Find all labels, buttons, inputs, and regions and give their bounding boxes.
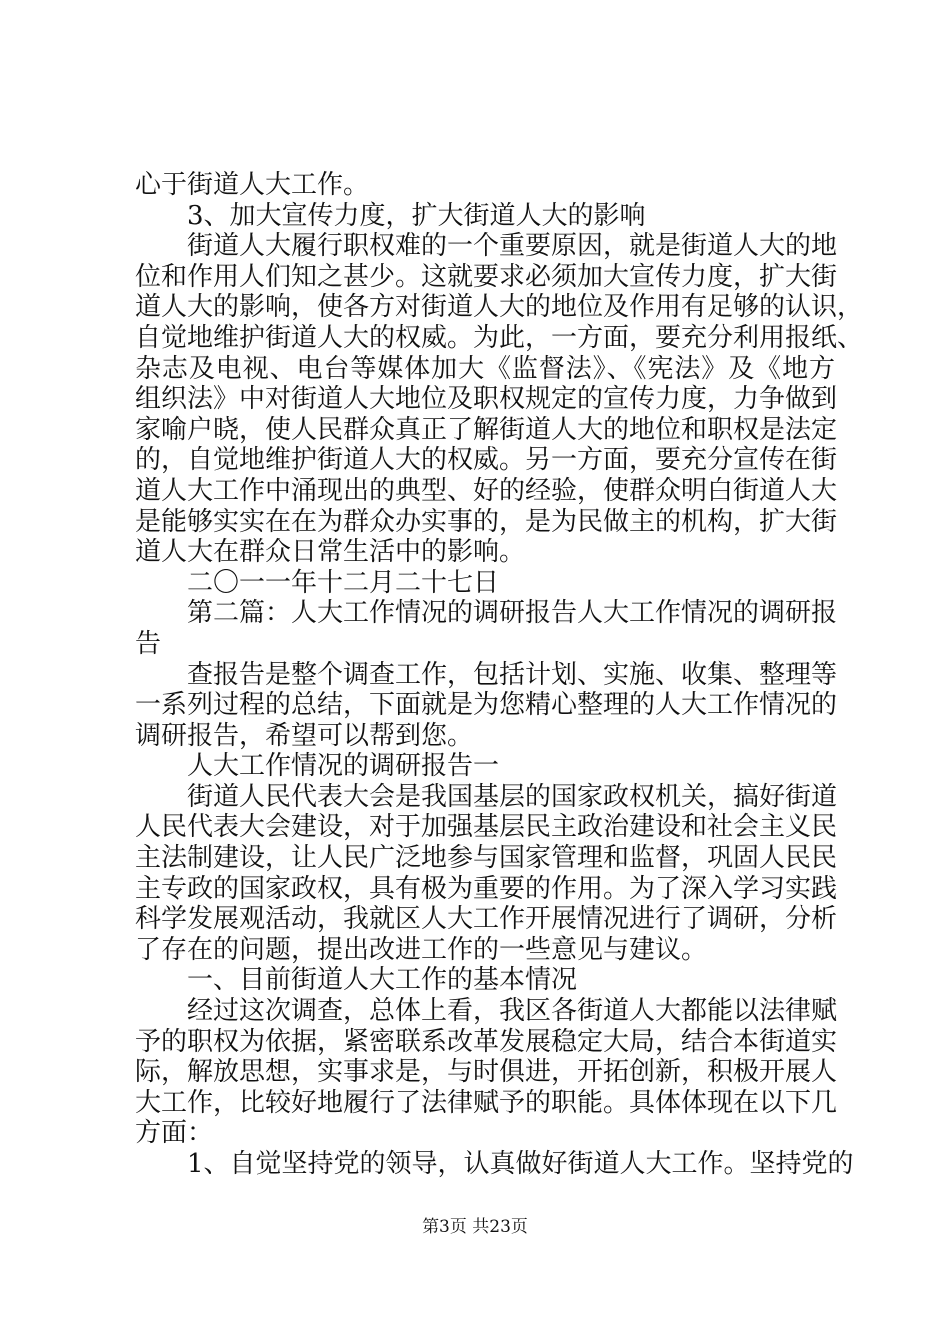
chapter-title: 第二篇：人大工作情况的调研报告人大工作情况的调研报: [187, 598, 838, 629]
text-line: 经过这次调查，总体上看，我区各街道人大都能以法律赋: [187, 996, 838, 1027]
text-line: 心于街道人大工作。: [135, 170, 370, 200]
report-subtitle: 人大工作情况的调研报告一: [187, 751, 500, 782]
text-line: 主专政的国家政权，具有极为重要的作用。为了深入学习实践: [135, 873, 838, 904]
text-line: 主法制建设，让人民广泛地参与国家管理和监督，巩固人民民: [135, 843, 838, 874]
text-line: 位和作用人们知之甚少。这就要求必须加大宣传力度，扩大街: [135, 261, 838, 292]
page-footer: [0, 1212, 950, 1237]
document-body: [135, 170, 864, 1180]
text-line: 街道人大履行职权难的一个重要原因，就是街道人大的地: [187, 231, 838, 262]
section-heading: 一、目前街道人大工作的基本情况: [187, 965, 578, 996]
text-line: 人民代表大会建设，对于加强基层民主政治建设和社会主义民: [135, 812, 838, 843]
text-line: 了存在的问题，提出改进工作的一些意见与建议。: [135, 934, 708, 965]
text-line: 际，解放思想，实事求是，与时俱进，开拓创新，积极开展人: [135, 1057, 838, 1088]
text-line: 一系列过程的总结，下面就是为您精心整理的人大工作情况的: [135, 690, 838, 721]
text-line: 方面：: [135, 1118, 214, 1149]
date-line: 二〇一一年十二月二十七日: [187, 567, 500, 598]
text-line: 调研报告，希望可以帮到您。: [135, 720, 474, 751]
section-heading: 3、加大宣传力度，扩大街道人大的影响: [187, 200, 646, 231]
text-line: 查报告是整个调查工作，包括计划、实施、收集、整理等: [187, 659, 838, 690]
text-line: 组织法》中对街道人大地位及职权规定的宣传力度，力争做到: [135, 384, 838, 415]
text-line: 家喻户晓，使人民群众真正了解街道人大的地位和职权是法定: [135, 414, 838, 445]
text-line: 道人大工作中涌现出的典型、好的经验，使群众明白街道人大: [135, 475, 838, 506]
text-line: 道人大的影响，使各方对街道人大的地位及作用有足够的认识，: [135, 292, 864, 323]
text-line: 的，自觉地维护街道人大的权威。另一方面，要充分宣传在街: [135, 445, 838, 476]
text-line: 科学发展观活动，我就区人大工作开展情况进行了调研，分析: [135, 904, 838, 935]
page-number: 第3页 共23页: [422, 1217, 528, 1237]
text-line: 1、自觉坚持党的领导，认真做好街道人大工作。坚持党的: [187, 1149, 854, 1179]
text-line: 自觉地维护街道人大的权威。为此，一方面，要充分利用报纸、: [135, 322, 864, 353]
chapter-title-continued: 告: [135, 628, 162, 659]
text-line: 予的职权为依据，紧密联系改革发展稳定大局，结合本街道实: [135, 1026, 838, 1057]
text-line: 大工作，比较好地履行了法律赋予的职能。具体体现在以下几: [135, 1087, 838, 1118]
text-line: 是能够实实在在为群众办实事的，是为民做主的机构，扩大街: [135, 506, 838, 537]
text-line: 道人大在群众日常生活中的影响。: [135, 537, 526, 568]
text-line: 杂志及电视、电台等媒体加大《监督法》、《宪法》及《地方: [135, 353, 835, 384]
text-line: 街道人民代表大会是我国基层的国家政权机关，搞好街道: [187, 781, 838, 812]
